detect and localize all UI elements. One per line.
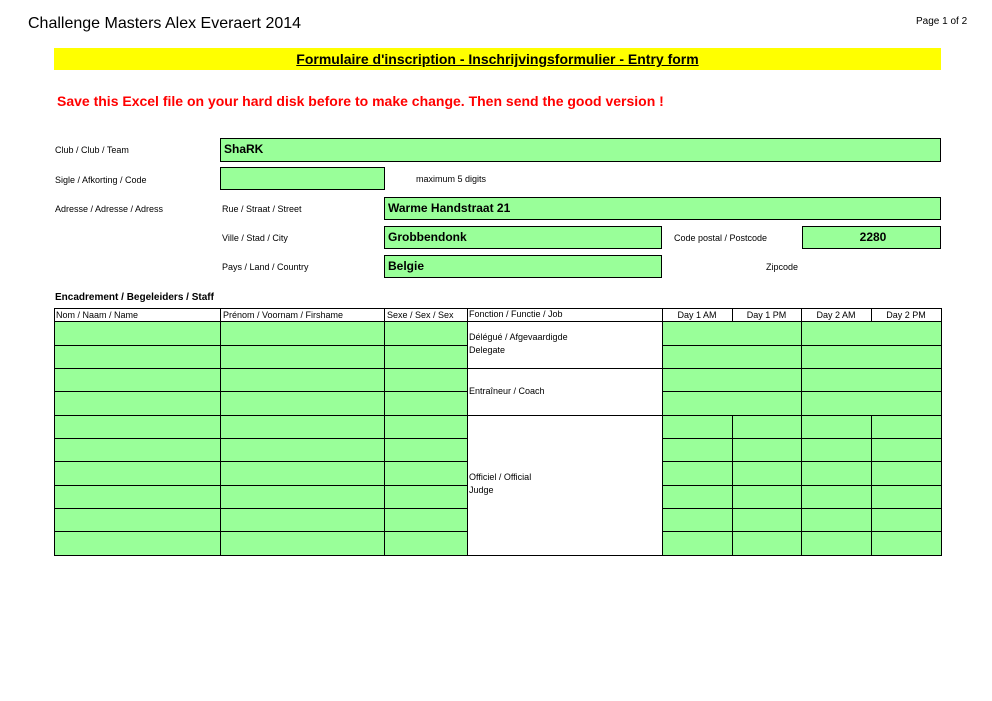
zipcode-label: Zipcode [766,262,799,272]
postcode-input[interactable]: 2280 [802,226,941,249]
col-day1pm-header: Day 1 PM [746,310,787,320]
street-label: Rue / Straat / Street [222,204,302,214]
role-delegate-line2: Delegate [469,345,506,355]
sigle-label: Sigle / Afkorting / Code [55,175,147,185]
col-name-header: Nom / Naam / Name [56,310,139,320]
role-coach: Entraîneur / Coach [469,386,545,396]
country-label: Pays / Land / Country [222,262,309,272]
club-input[interactable]: ShaRK [220,138,941,162]
street-input[interactable]: Warme Handstraat 21 [384,197,941,220]
role-official [469,471,531,497]
role-delegate [469,331,568,357]
col-day2am-header: Day 2 AM [816,310,856,320]
club-label: Club / Club / Team [55,145,129,155]
col-day1am-header: Day 1 AM [677,310,717,320]
city-input[interactable]: Grobbendonk [384,226,662,249]
country-input[interactable]: Belgie [384,255,662,278]
role-delegate-line1: Délégué / Afgevaardigde [469,332,568,342]
save-warning: Save this Excel file on your hard disk before to make change. Then send the good version ! [57,93,664,109]
form-banner: Formulaire d'inscription - Inschrijvingsformulier - Entry form [54,48,941,70]
col-job-header: Fonction / Functie / Job [469,309,563,319]
document-title: Challenge Masters Alex Everaert 2014 [28,15,302,32]
sigle-input[interactable] [220,167,385,190]
city-label: Ville / Stad / City [222,233,288,243]
role-official-line1: Officiel / Official [469,472,532,482]
role-official-line2: Judge [469,485,494,495]
staff-table [54,308,942,556]
col-sex-header: Sexe / Sex / Sex [387,310,454,320]
col-day2pm-header: Day 2 PM [886,310,926,320]
staff-section-title: Encadrement / Begeleiders / Staff [55,292,214,303]
address-label: Adresse / Adresse / Adress [55,204,164,214]
page-number: Page 1 of 2 [916,16,968,27]
sigle-hint: maximum 5 digits [416,174,487,184]
col-firstname-header: Prénom / Voornam / Firshame [223,310,344,320]
postcode-label: Code postal / Postcode [674,233,768,243]
